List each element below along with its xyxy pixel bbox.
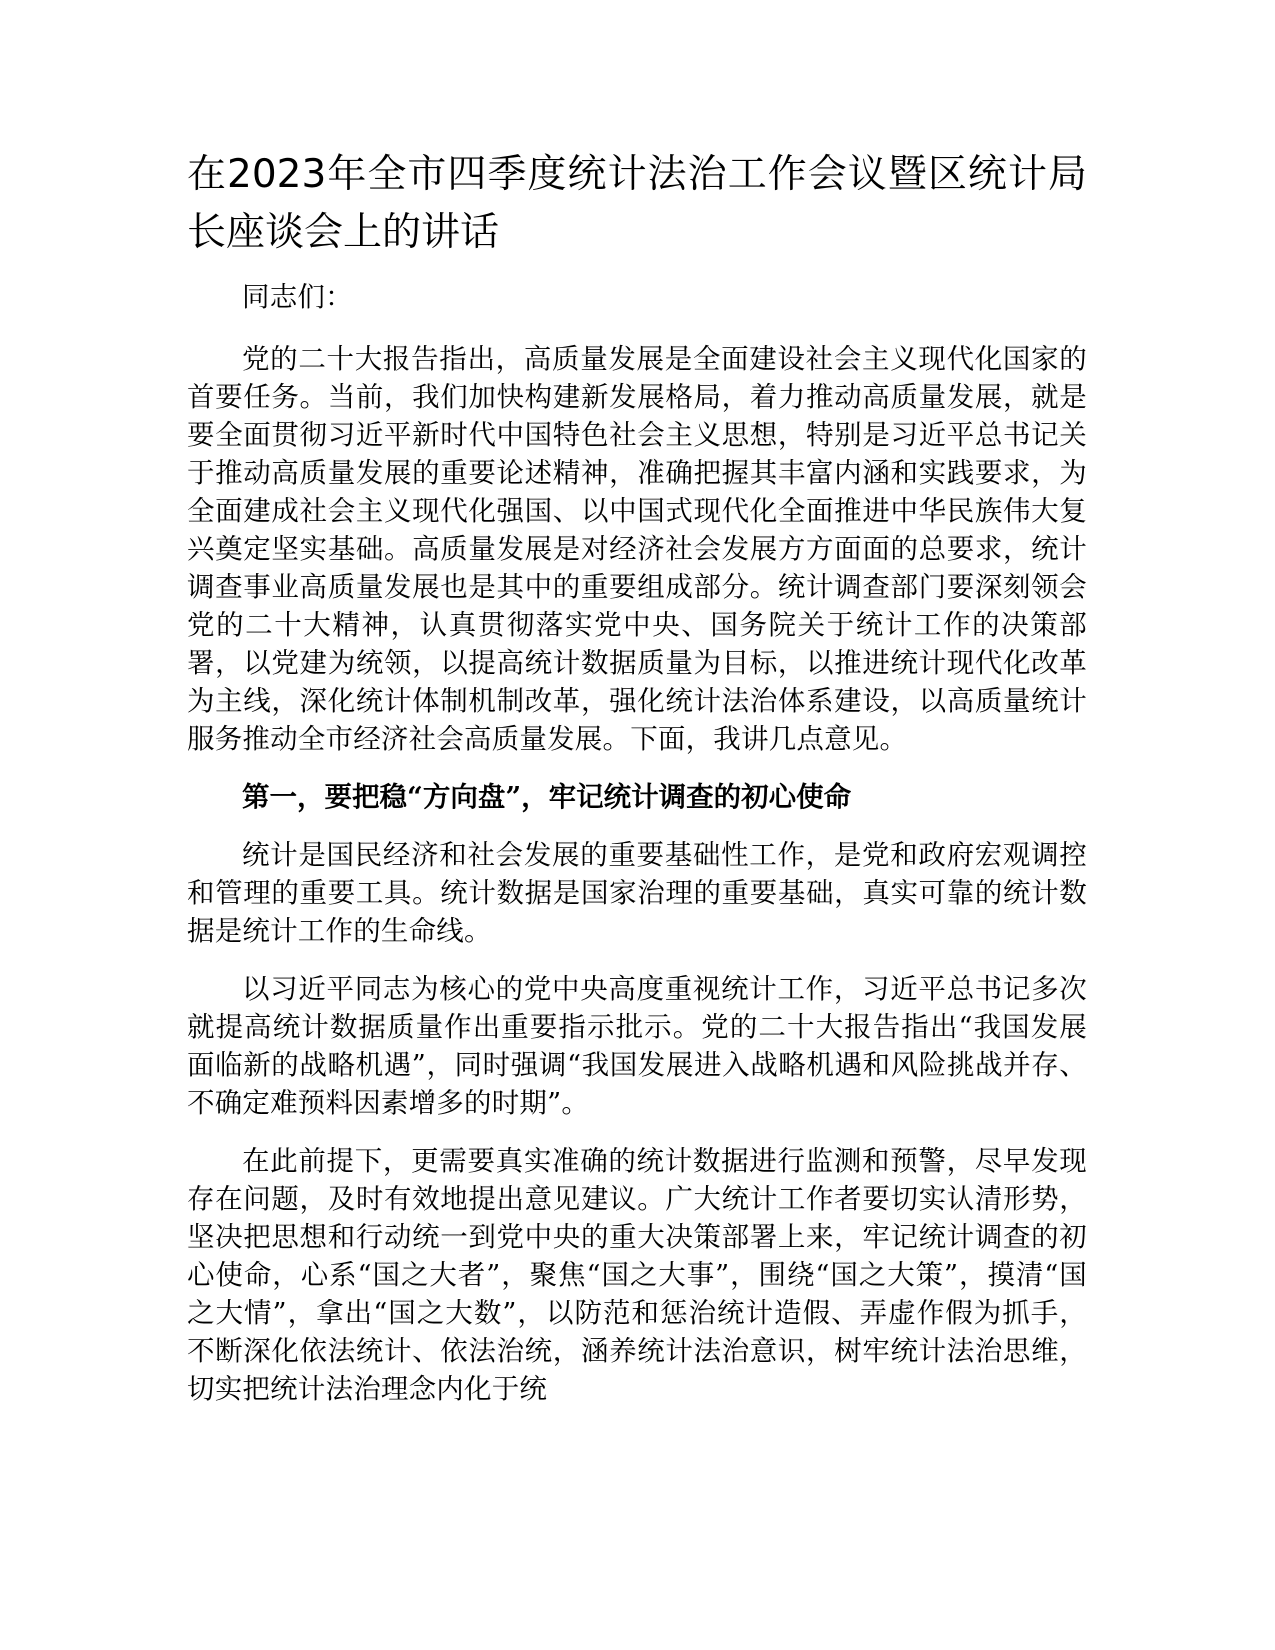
document-body: [187, 146, 1087, 1428]
section-heading-1: 第一，要把稳“方向盘”，牢记统计调查的初心使命: [242, 781, 852, 813]
section1-paragraph-1: 统计是国民经济和社会发展的重要基础性工作，是党和政府宏观调控和管理的重要工具。统计数据是国家治理的重要基础，真实可靠的统计数据是统计工作的生命线。: [187, 839, 1087, 947]
section1-paragraph-2: 以习近平同志为核心的党中央高度重视统计工作，习近平总书记多次就提高统计数据质量作出重要指示批示。党的二十大报告指出“我国发展面临新的战略机遇”，同时强调“我国发展进入战略机遇和风险挑战并存、不确定难预料因素增多的时期”。: [187, 973, 1087, 1119]
section1-paragraph-3: 在此前提下，更需要真实准确的统计数据进行监测和预警，尽早发现存在问题，及时有效地提出意见建议。广大统计工作者要切实认清形势，坚决把思想和行动统一到党中央的重大决策部署上来，牢记统计调查的初心使命，心系“国之大者”，聚焦“国之大事”，围绕“国之大策”，摸清“国之大情”，拿出“国之大数”，以防范和惩治统计造假、弄虚作假为抓手，不断深化依法统计、依法治统，涵养统计法治意识，树牢统计法治思维，切实把统计法治理念内化于统: [187, 1145, 1087, 1405]
salutation: 同志们：: [242, 281, 353, 313]
intro-paragraph: 党的二十大报告指出，高质量发展是全面建设社会主义现代化国家的首要任务。当前，我们加快构建新发展格局，着力推动高质量发展，就是要全面贯彻习近平新时代中国特色社会主义思想，特别是习近平总书记关于推动高质量发展的重要论述精神，准确把握其丰富内涵和实践要求，为全面建成社会主义现代化强国、以中国式现代化全面推进中华民族伟大复兴奠定坚实基础。高质量发展是对经济社会发展方方面面的总要求，统计调查事业高质量发展也是其中的重要组成部分。统计调查部门要深刻领会党的二十大精神，认真贯彻落实党中央、国务院关于统计工作的决策部署，以党建为统领，以提高统计数据质量为目标，以推进统计现代化改革为主线，深化统计体制机制改革，强化统计法治体系建设，以高质量统计服务推动全市经济社会高质量发展。下面，我讲几点意见。: [187, 343, 1087, 755]
document-title: 在2023年全市四季度统计法治工作会议暨区统计局长座谈会上的讲话: [187, 152, 1087, 255]
